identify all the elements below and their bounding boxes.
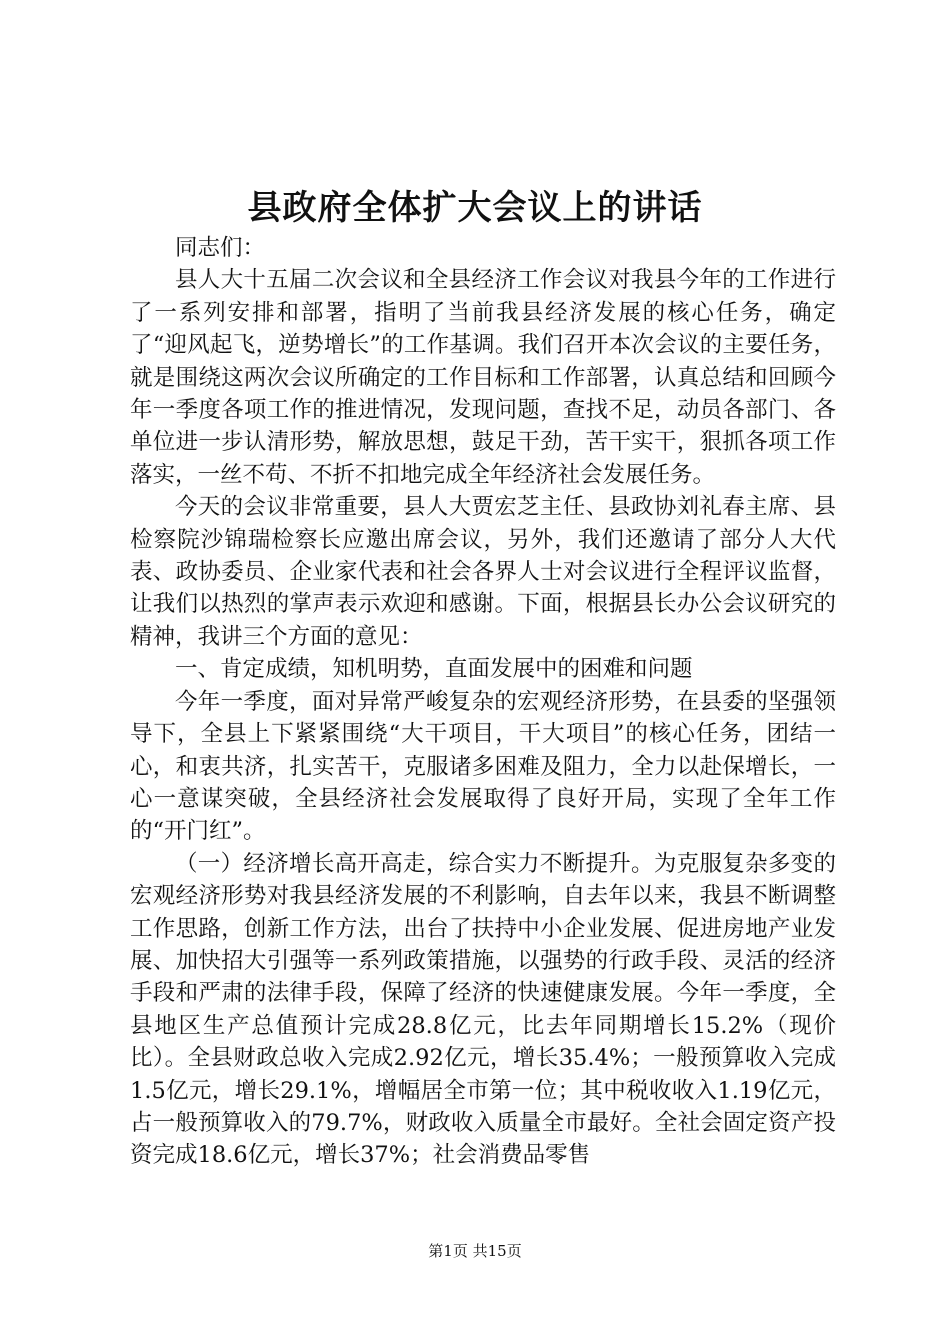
- paragraph-intro: 县人大十五届二次会议和全县经济工作会议对我县今年的工作进行了一系列安排和部署，指明了当前我县经济发展的核心任务，确定了“迎风起飞，逆势增长”的工作基调。我们召开本次会议的主要任务，就是围绕这两次会议所确定的工作目标和工作部署，认真总结和回顾今年一季度各项工作的推进情况，发现问题，查找不足，动员各部门、各单位进一步认清形势，解放思想，鼓足干劲，苦干实干，狠抓各项工作落实，一丝不苟、不折不扣地完成全年经济社会发展任务。: [130, 267, 836, 488]
- salutation: 同志们：: [175, 235, 266, 261]
- document-body: [130, 232, 836, 1172]
- paragraph-attendees: 今天的会议非常重要，县人大贾宏芝主任、县政协刘礼春主席、县检察院沙锦瑞检察长应邀出席会议，另外，我们还邀请了部分人大代表、政协委员、企业家代表和社会各界人士对会议进行全程评议监督，让我们以热烈的掌声表示欢迎和感谢。下面，根据县长办公会议研究的精神，我讲三个方面的意见：: [130, 494, 836, 650]
- document-title: 县政府全体扩大会议上的讲话: [247, 188, 703, 228]
- paragraph-q1-overview: 今年一季度，面对异常严峻复杂的宏观经济形势，在县委的坚强领导下，全县上下紧紧围绕“大干项目，干大项目”的核心任务，团结一心，和衷共济，扎实苦干，克服诸多困难及阻力，全力以赴保增长，一心一意谋突破，全县经济社会发展取得了良好开局，实现了全年工作的“开门红”。: [130, 688, 836, 845]
- paragraph-economic-growth: （一）经济增长高开高走，综合实力不断提升。为克服复杂多变的宏观经济形势对我县经济发展的不利影响，自去年以来，我县不断调整工作思路，创新工作方法，出台了扶持中小企业发展、促进房地产业发展、加快招大引强等一系列政策措施，以强势的行政手段、灵活的经济手段和严肃的法律手段，保障了经济的快速健康发展。今年一季度，全县地区生产总值预计完成28.8亿元，比去年同期增长15.2%（现价比）。全县财政总收入完成2.92亿元，增长35.4%；一般预算收入完成1.5亿元，增长29.1%，增幅居全市第一位；其中税收收入1.19亿元，占一般预算收入的79.7%，财政收入质量全市最好。全社会固定资产投资完成18.6亿元，增长37%；社会消费品零售: [130, 850, 836, 1169]
- page-number: 第1页 共15页: [428, 1242, 522, 1260]
- section-heading-1: 一、肯定成绩，知机明势，直面发展中的困难和问题: [175, 656, 693, 683]
